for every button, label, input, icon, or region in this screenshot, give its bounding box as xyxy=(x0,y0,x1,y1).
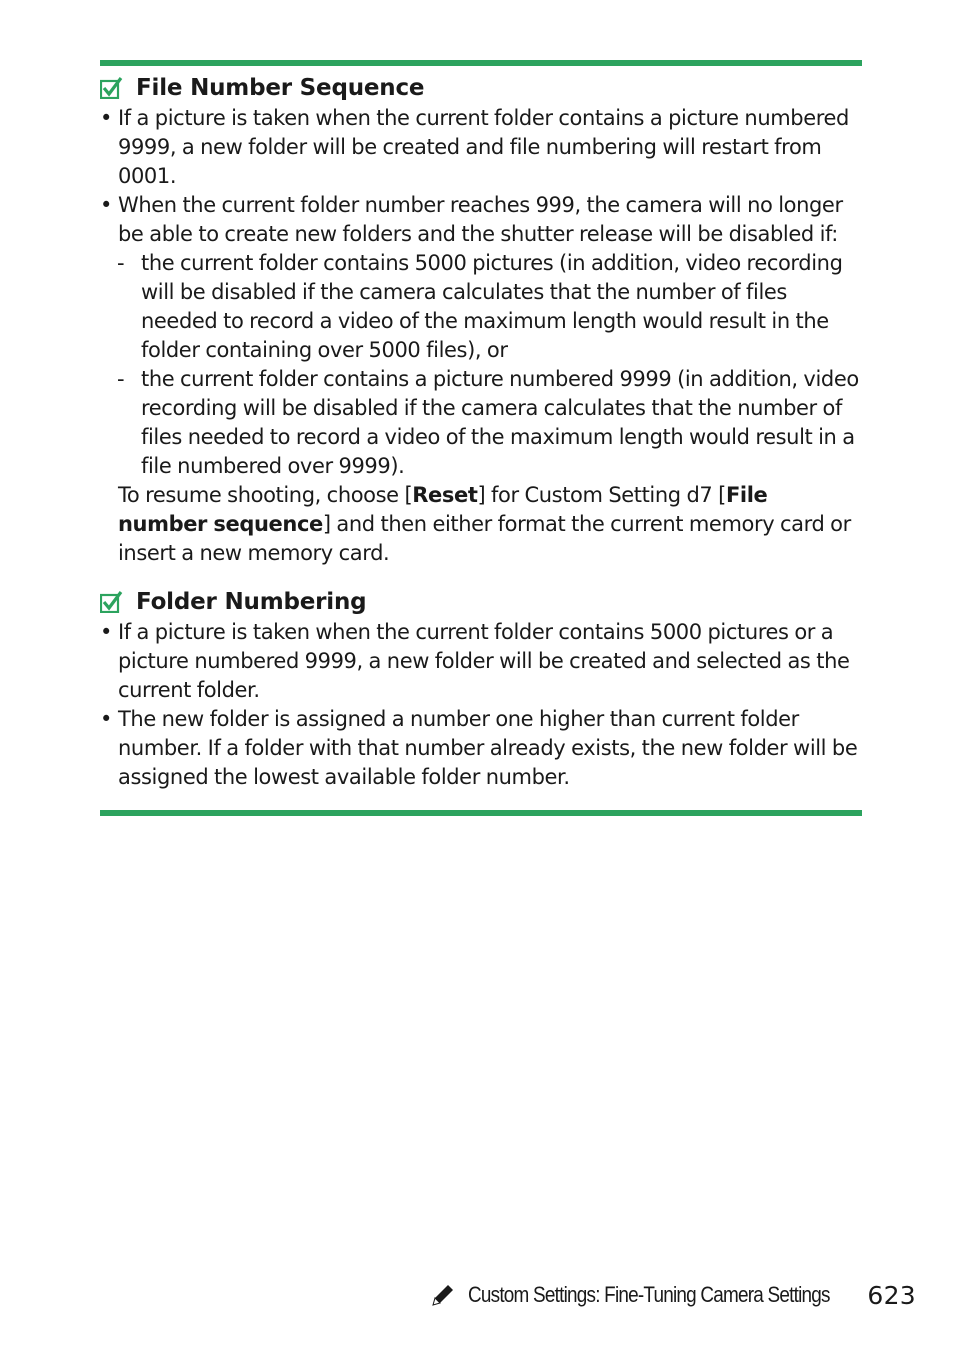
resume-text: ] for Custom Setting d7 [ xyxy=(477,483,726,507)
section-heading xyxy=(100,586,862,618)
list-item: • If a picture is taken when the current folder contains a picture numbered 9999, a new folder will be created and file numbering will restart from 0001. xyxy=(100,104,862,191)
setting-name: File number sequence xyxy=(118,483,768,536)
resume-text: ] and then either format the current memory card or insert a new memory card. xyxy=(118,512,851,565)
section-heading-text: Folder Numbering xyxy=(136,589,367,615)
reset-option: Reset xyxy=(412,483,478,507)
sub-list-item: - the current folder contains 5000 pictures (in addition, video recording will be disabled if the camera calculates that the number of files needed to record a video of the maximum length would result in the folder containing over 5000 files), or xyxy=(100,249,862,365)
page-number: 623 xyxy=(867,1280,916,1310)
page-footer xyxy=(430,1275,916,1315)
list-item: • The new folder is assigned a number one higher than current folder number. If a folder with that number already exists, the new folder will be assigned the lowest available folder number. xyxy=(100,705,862,792)
section-folder-numbering xyxy=(100,586,862,792)
note-box xyxy=(100,60,862,816)
list-item: • When the current folder number reaches 999, the camera will no longer be able to create new folders and the shutter release will be disabled if: xyxy=(100,191,862,249)
resume-text: To resume shooting, choose [ xyxy=(118,483,413,507)
checkmark-icon xyxy=(100,591,123,613)
list-item: • If a picture is taken when the current folder contains 5000 pictures or a picture numbered 9999, a new folder will be created and selected as the current folder. xyxy=(100,618,862,705)
section-heading xyxy=(100,72,862,104)
footer-section-title[interactable]: Custom Settings: Fine-Tuning Camera Settings xyxy=(468,1282,830,1307)
pencil-icon xyxy=(430,1282,456,1308)
sub-list-item: - the current folder contains a picture numbered 9999 (in addition, video recording will be disabled if the camera calculates that the number of files needed to record a video of the maximum length would result in a file numbered over 9999). xyxy=(100,365,862,481)
resume-paragraph xyxy=(100,481,862,568)
checkmark-icon xyxy=(100,77,123,99)
section-heading-text: File Number Sequence xyxy=(136,75,425,101)
section-file-number-sequence xyxy=(100,72,862,568)
